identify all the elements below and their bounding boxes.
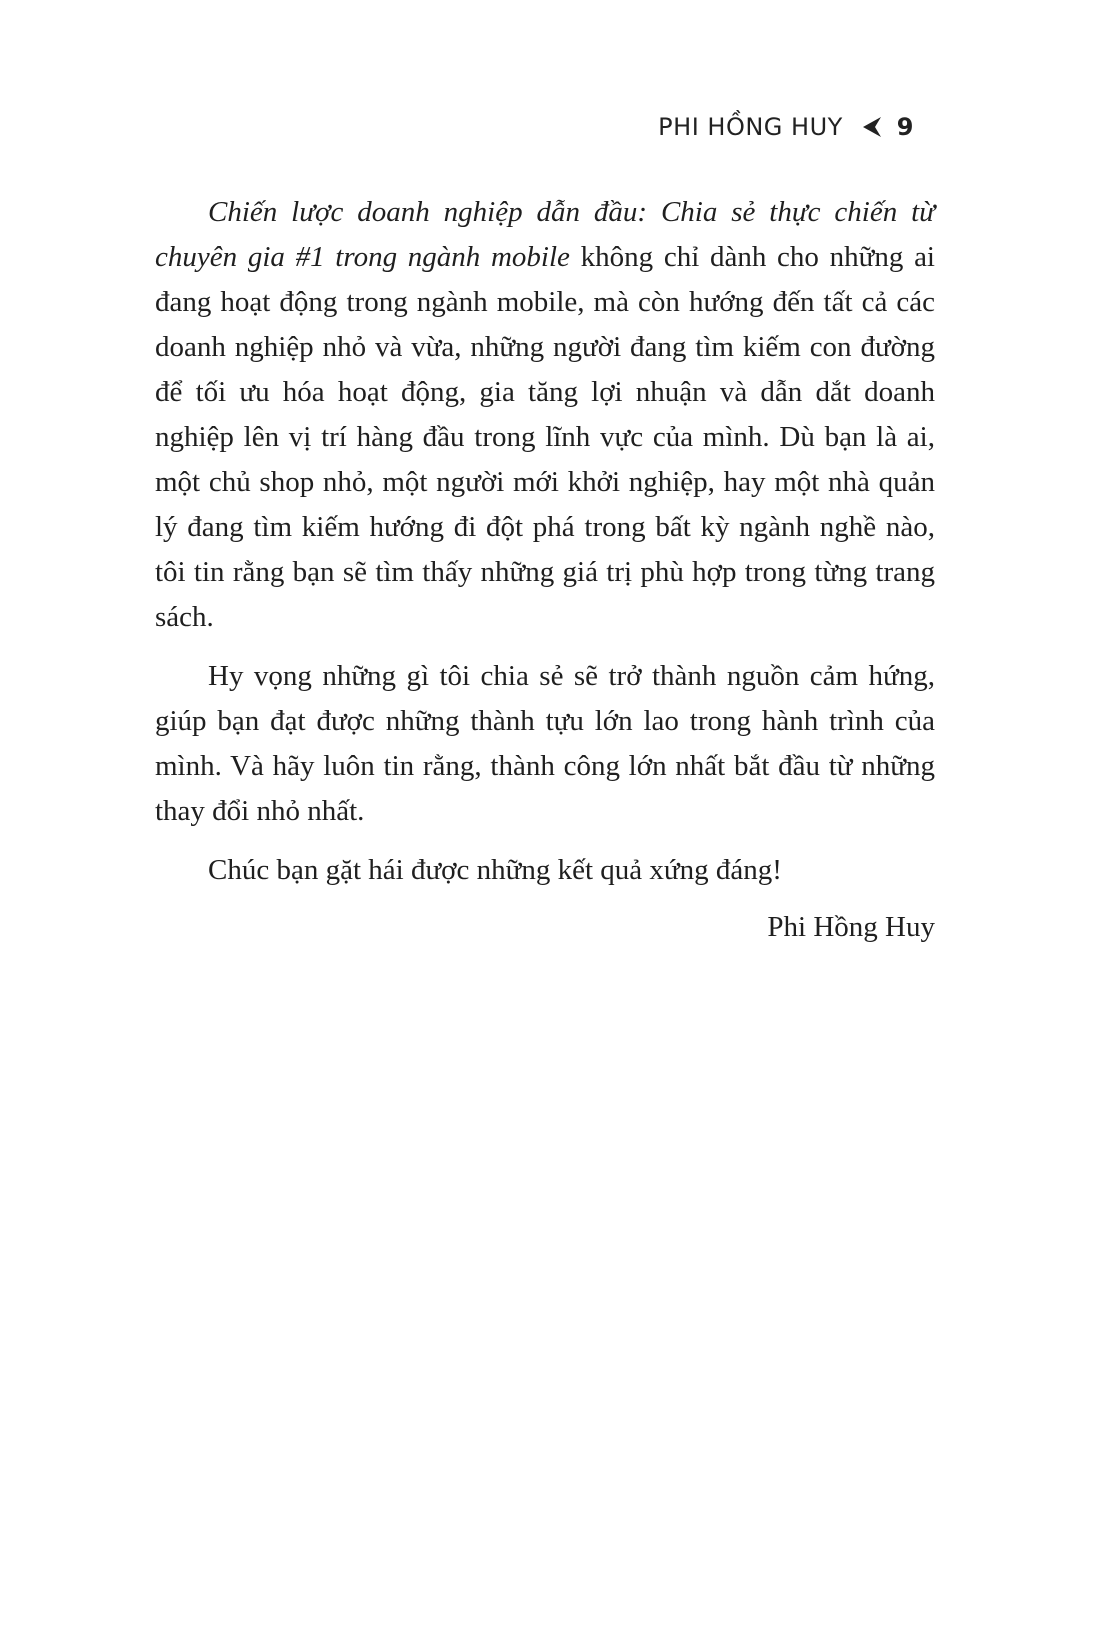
- paragraph-wish: Chúc bạn gặt hái được những kết quả xứng đáng!: [208, 854, 782, 886]
- paragraph-hope: Hy vọng những gì tôi chia sẻ sẽ trở thành nguồn cảm hứng, giúp bạn đạt được những thành tựu lớn lao trong hành trình của mình. Và hãy luôn tin rằng, thành công lớn nhất bắt đầu từ những thay đổi nhỏ nhất.: [155, 660, 935, 827]
- left-chevron-icon: [861, 115, 883, 139]
- paragraph-intro-text: không chỉ dành cho những ai đang hoạt động trong ngành mobile, mà còn hướng đến tất cả các doanh nghiệp nhỏ và vừa, những người đang tìm kiếm con đường để tối ưu hóa hoạt động, gia tăng lợi nhuận và dẫn dắt doanh nghiệp lên vị trí hàng đầu trong lĩnh vực của mình. Dù bạn là ai, một chủ shop nhỏ, một người mới khởi nghiệp, hay một nhà quản lý đang tìm kiếm hướng đi đột phá trong bất kỳ ngành nghề nào, tôi tin rằng bạn sẽ tìm thấy những giá trị phù hợp trong từng trang sách.: [155, 241, 935, 633]
- author-signature: Phi Hồng Huy: [767, 911, 935, 943]
- book-title: Chiến lược doanh nghiệp dẫn đầu: Chia sẻ thực chiến từ chuyên gia #1 trong ngành mobile: [155, 196, 935, 273]
- paragraph-intro: [155, 190, 935, 640]
- header-author: PHI HỒNG HUY: [658, 113, 843, 141]
- running-header: [658, 113, 914, 141]
- body-text: [155, 190, 935, 950]
- page-number: 9: [896, 113, 914, 141]
